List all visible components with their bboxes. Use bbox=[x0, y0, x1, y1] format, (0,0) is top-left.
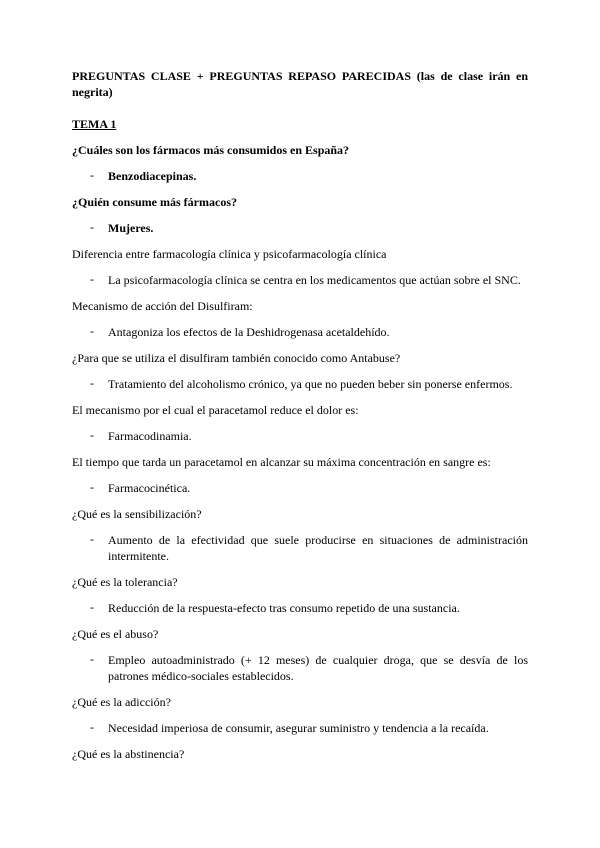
bullet-dash: - bbox=[90, 376, 94, 390]
question-text: Mecanismo de acción del Disulfiram: bbox=[72, 299, 253, 313]
answer-text: Farmacodinamia. bbox=[108, 429, 192, 443]
answer-item bbox=[72, 324, 528, 340]
bullet-dash: - bbox=[90, 480, 94, 494]
question-text: Diferencia entre farmacología clínica y psicofarmacología clínica bbox=[72, 247, 387, 261]
answer-text: Aumento de la efectividad que suele producirse en situaciones de administración intermitente. bbox=[108, 533, 528, 563]
document-title: PREGUNTAS CLASE + PREGUNTAS REPASO PARECIDAS (las de clase irán en negrita) bbox=[72, 69, 528, 99]
answer-item bbox=[72, 480, 528, 496]
question-text: ¿Qué es la tolerancia? bbox=[72, 575, 178, 589]
bullet-dash: - bbox=[90, 220, 94, 234]
answer-item bbox=[72, 652, 528, 684]
answer-item bbox=[72, 376, 528, 392]
question-text: El mecanismo por el cual el paracetamol reduce el dolor es: bbox=[72, 403, 359, 417]
bullet-dash: - bbox=[90, 600, 94, 614]
answer-item bbox=[72, 272, 528, 288]
answer-text: Tratamiento del alcoholismo crónico, ya que no pueden beber sin ponerse enfermos. bbox=[108, 377, 513, 391]
answer-item bbox=[72, 600, 528, 616]
bullet-dash: - bbox=[90, 272, 94, 286]
question-text: ¿Qué es la sensibilización? bbox=[72, 507, 202, 521]
question-text: ¿Quién consume más fármacos? bbox=[72, 195, 237, 209]
answer-text: Necesidad imperiosa de consumir, asegurar suministro y tendencia a la recaída. bbox=[108, 721, 489, 735]
question-text: ¿Qué es el abuso? bbox=[72, 627, 159, 641]
bullet-dash: - bbox=[90, 720, 94, 734]
answer-text: Mujeres. bbox=[108, 221, 154, 235]
answer-text: Reducción de la respuesta-efecto tras consumo repetido de una sustancia. bbox=[108, 601, 460, 615]
bullet-dash: - bbox=[90, 428, 94, 442]
answer-text: Benzodiacepinas. bbox=[108, 169, 197, 183]
answer-text: La psicofarmacología clínica se centra en los medicamentos que actúan sobre el SNC. bbox=[108, 273, 521, 287]
bullet-dash: - bbox=[90, 652, 94, 666]
section-heading: TEMA 1 bbox=[72, 117, 117, 131]
question-text: ¿Cuáles son los fármacos más consumidos en España? bbox=[72, 143, 350, 157]
question-text: ¿Qué es la adicción? bbox=[72, 695, 171, 709]
document-body bbox=[72, 68, 528, 772]
answer-text: Antagoniza los efectos de la Deshidrogenasa acetaldehído. bbox=[108, 325, 390, 339]
question-text: ¿Qué es la abstinencia? bbox=[72, 747, 185, 761]
answer-text: Farmacocinética. bbox=[108, 481, 191, 495]
question-text: El tiempo que tarda un paracetamol en alcanzar su máxima concentración en sangre es: bbox=[72, 455, 491, 469]
answer-item bbox=[72, 532, 528, 564]
bullet-dash: - bbox=[90, 324, 94, 338]
bullet-dash: - bbox=[90, 168, 94, 182]
question-text: ¿Para que se utiliza el disulfiram también conocido como Antabuse? bbox=[72, 351, 401, 365]
bullet-dash: - bbox=[90, 532, 94, 546]
answer-item bbox=[72, 720, 528, 736]
answer-item bbox=[72, 168, 528, 184]
answer-item bbox=[72, 220, 528, 236]
answer-text: Empleo autoadministrado (+ 12 meses) de cualquier droga, que se desvía de los patrones médico-sociales establecidos. bbox=[108, 653, 528, 683]
answer-item bbox=[72, 428, 528, 444]
